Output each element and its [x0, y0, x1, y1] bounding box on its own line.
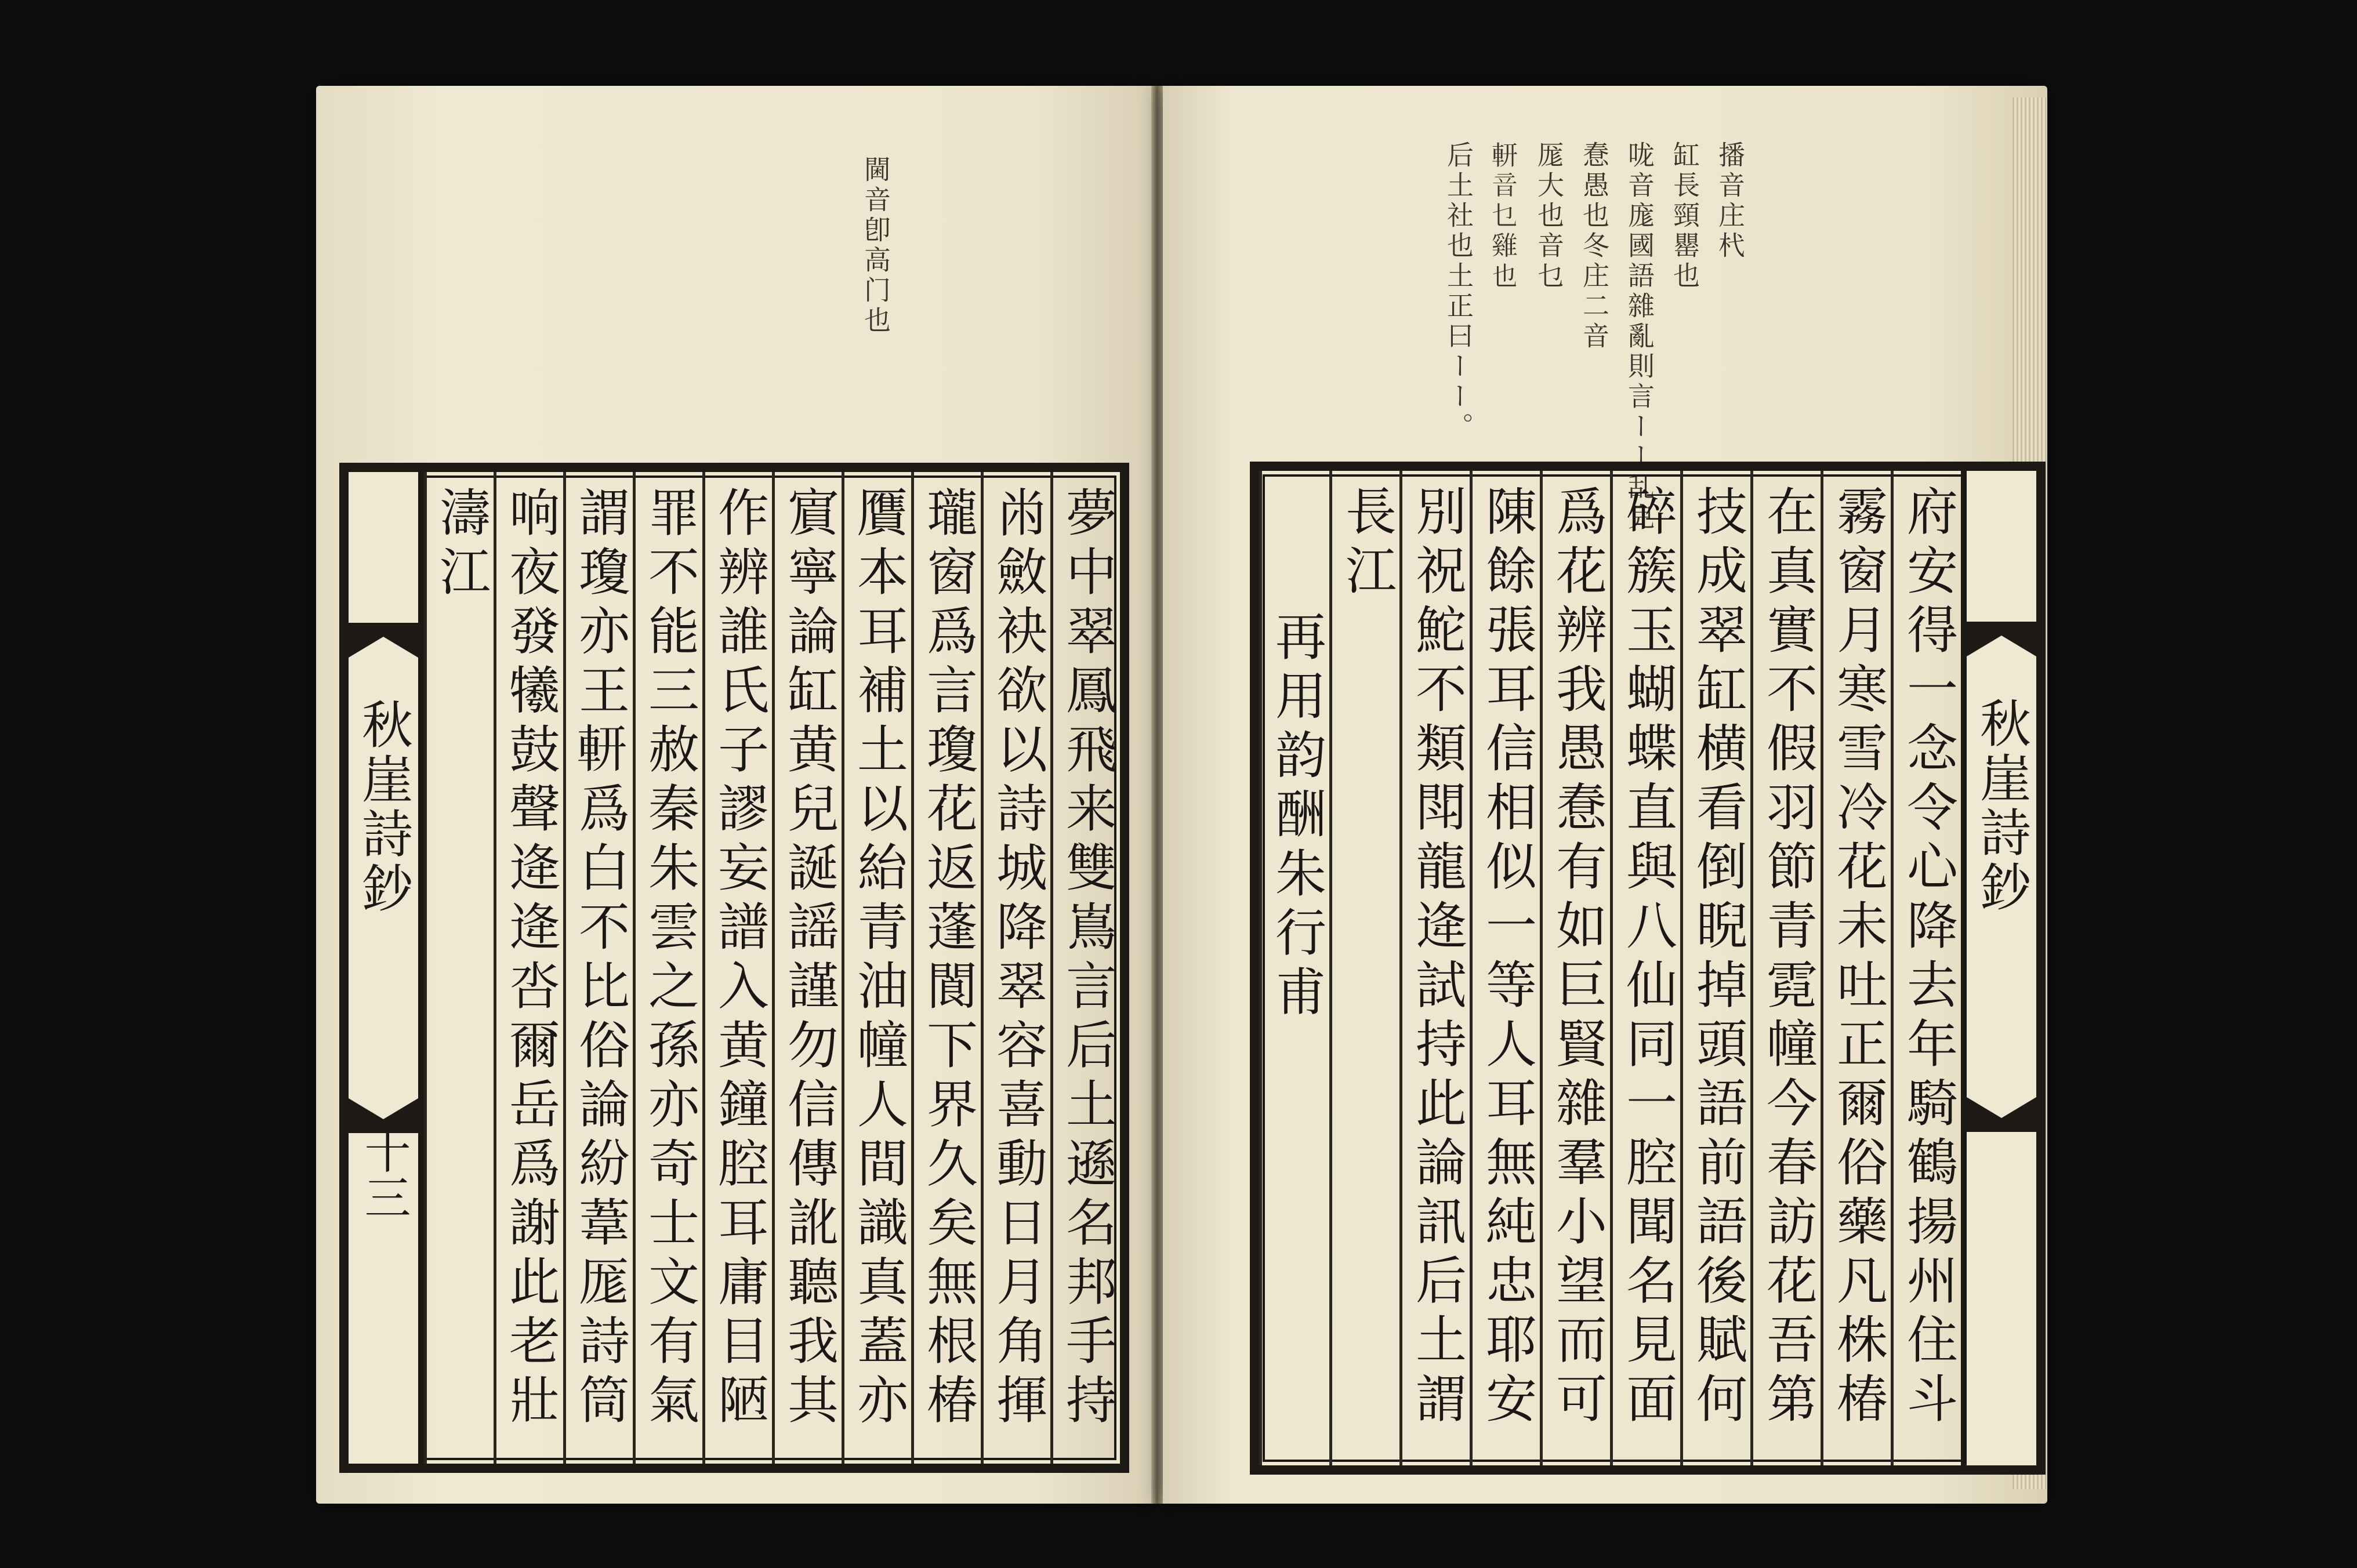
left-marginal-notes	[858, 155, 893, 336]
right-text-columns	[1259, 471, 1961, 1465]
text-column: 濤江	[424, 472, 494, 1464]
marginal-note: 咙音庬國語雜亂則言ーー乱皃	[1624, 141, 1655, 533]
text-column: 技成翠缸横看倒睨掉頭語前語後賦何	[1680, 471, 1750, 1465]
marginal-note: 厖大也音乜	[1533, 141, 1565, 292]
book-title: 秋崖詩鈔	[1972, 697, 2032, 915]
left-block-heart	[349, 472, 424, 1464]
marginal-note: 缸長頸罌也	[1669, 141, 1700, 292]
right-page	[1163, 86, 2047, 1504]
marginal-note: 閫音卽高门也	[860, 155, 891, 336]
left-page	[316, 86, 1151, 1504]
page-number: 十三	[357, 1127, 411, 1220]
text-column: 贋本耳補土以紿青油幢人間識真蓋亦	[842, 472, 911, 1464]
marginal-note: 后土社也土正曰ーー。	[1443, 141, 1474, 442]
text-column: 爲花辨我愚惷有如巨賢雜羣小望而可	[1540, 471, 1610, 1465]
left-text-columns	[424, 472, 1120, 1464]
text-column: 作辨誰氏子謬妄譜入黄鐘腔耳庸目陋	[702, 472, 772, 1464]
marginal-note: 惷愚也冬庄二音	[1579, 141, 1610, 352]
open-book	[316, 86, 2047, 1504]
text-column: 㡀斂袂欲以詩城降翠容喜動日月角揮	[981, 472, 1050, 1464]
fish-tail-ornament-bottom	[1967, 1097, 2036, 1132]
text-column: 陳餘張耳信相似一等人耳無純忠耶安	[1470, 471, 1540, 1465]
text-column: 府安得一念令心降去年騎鶴揚州住斗	[1891, 471, 1961, 1465]
right-block-heart	[1961, 471, 2036, 1465]
fish-tail-ornament-top	[1967, 622, 2036, 656]
text-column: 瓏窗爲言瓊花返蓬閬下界久矣無根椿	[911, 472, 981, 1464]
text-column: 在真實不假羽節青霓幢今春訪花吾第	[1750, 471, 1821, 1465]
left-printed-frame	[339, 463, 1129, 1473]
text-column: 罪不能三赦秦朱雲之孫亦奇士文有氣	[633, 472, 702, 1464]
text-column: 謂瓊亦王𨊻爲白不比俗論紛葦厖詩筒	[563, 472, 633, 1464]
right-printed-frame	[1250, 462, 2046, 1475]
marginal-note: 𨊻音乜雞也	[1488, 141, 1520, 292]
book-gutter	[1151, 86, 1163, 1504]
marginal-note: 播音庄杙	[1714, 141, 1746, 262]
text-column: 賔寧論缸黄兒誕謡謹勿信傳訛聽我其	[772, 472, 842, 1464]
text-column: 霧窗月寒雪冷花未吐正爾俗藥凡株椿	[1821, 471, 1891, 1465]
text-column: 碎簇玉蝴蝶直與八仙同一腔聞名見面	[1610, 471, 1680, 1465]
book-title: 秋崖詩鈔	[354, 698, 414, 916]
fish-tail-ornament-top	[349, 623, 418, 658]
poem-title-column: 再用韵酬朱行甫	[1259, 471, 1329, 1465]
text-column: 响夜發犧鼓聲逄逄呇爾岳爲謝此老壯	[494, 472, 563, 1464]
text-column: 別祝鮀不類閗龍逄試持此論訊后土謂	[1399, 471, 1470, 1465]
text-column: 夢中翠鳳飛来雙嶌言后土遜名邦手持	[1050, 472, 1120, 1464]
text-column: 長江	[1329, 471, 1399, 1465]
